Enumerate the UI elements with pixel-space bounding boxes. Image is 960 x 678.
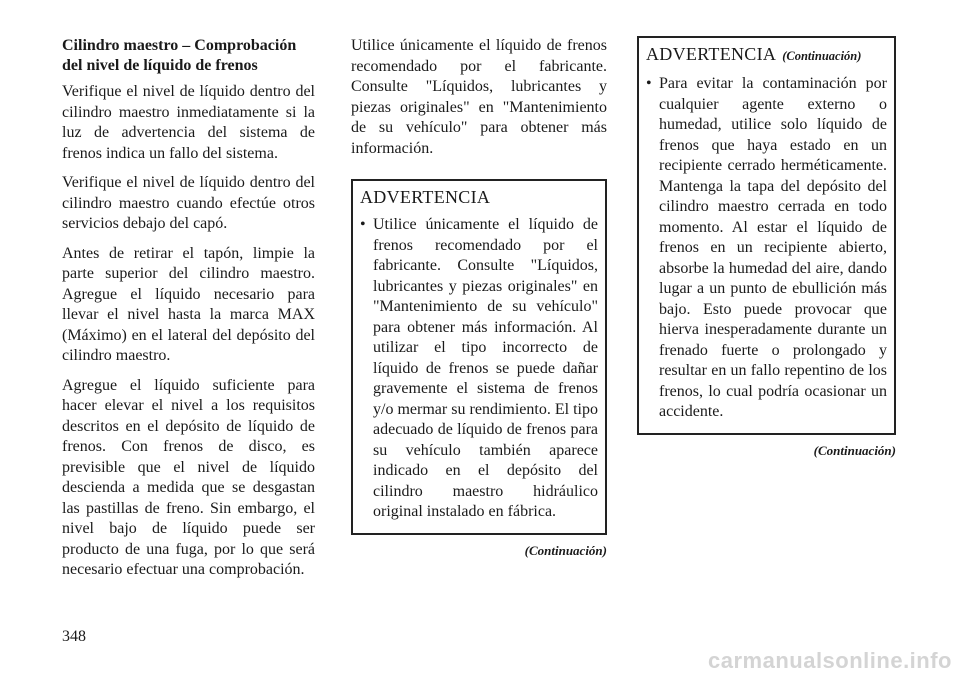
warning-bullet-text: Para evitar la contaminación por cualquier agente externo o humedad, utilice solo líquido de frenos que haya estado en un recipiente cerrado herméticamente. Mantenga la tapa del depósito del cilindro maestro cerrada en todo momento. Al estar el líquido de frenos en un recipiente abierto, absorbe la humedad del aire, dando lugar a un punto de ebullición más bajo. Esto puede provocar que hierva inesperadamente durante un frenado fuerte o prolongado y resultar en un fallo repentino de los frenos, lo cual podría ocasionar un accidente. (659, 75, 887, 420)
warning-bullet-item (360, 215, 598, 523)
warning-bullet-item (646, 74, 887, 423)
warning-box (351, 179, 607, 535)
continued-label: (Continuación) (524, 542, 607, 558)
bullet-icon: • (360, 216, 366, 233)
continued-label: (Continuación) (813, 442, 896, 458)
paragraph-recommended-fluid: Utilice únicamente el líquido de frenos recomendado por el fabricante. Consulte "Líquidos, lubricantes y piezas originales" en "Mantenimiento de su vehículo" para obtener más información. (351, 37, 607, 157)
warning-title-text: ADVERTENCIA (646, 44, 777, 64)
warning-title: ADVERTENCIA (360, 187, 491, 207)
warning-box-continued (637, 36, 896, 435)
left-column (62, 36, 315, 590)
paragraph-clean-cap: Antes de retirar el tapón, limpie la parte superior del cilindro maestro. Agregue el líquido necesario para llevar el nivel hasta la marca MAX (Máximo) en el lateral del depósito del cilindro maestro. (62, 244, 315, 364)
paragraph-check-under-hood: Verifique el nivel de líquido dentro del cilindro maestro cuando efectúe otros servicios debajo del capó. (62, 174, 315, 232)
section-heading-line-1: Cilindro maestro – Comprobación (62, 37, 297, 54)
warning-bullet-text: Utilice únicamente el líquido de frenos recomendado por el fabricante. Consulte "Líquidos, lubricantes y piezas originales" en "Mantenimiento de su vehículo" para obtener más información. Al utilizar el tipo incorrecto de líquido de frenos se puede dañar gravemente el sistema de frenos y/o mermar su rendimiento. El tipo adecuado de líquido de frenos para su vehículo también aparece indicado en el depósito del cilindro maestro hidráulico original instalado en fábrica. (373, 216, 598, 520)
bullet-icon: • (646, 75, 652, 92)
right-column (637, 36, 896, 459)
section-heading (62, 36, 315, 76)
middle-column (351, 36, 607, 559)
page-number: 348 (62, 628, 86, 645)
warning-title-continued (646, 42, 887, 68)
warning-title-continuation: (Continuación) (782, 49, 862, 63)
section-heading-line-2: del nivel de líquido de frenos (62, 57, 258, 74)
paragraph-add-fluid: Agregue el líquido suficiente para hacer elevar el nivel a los requisitos descritos en el depósito de líquido de frenos. Con frenos de disco, es previsible que el nivel de líquido descienda a medida que se desgastan las pastillas de freno. Sin embargo, el nivel bajo de líquido puede ser producto de una fuga, por lo que será necesario efectuar una comprobación. (62, 376, 315, 578)
watermark: carmanualsonline.info (708, 648, 952, 673)
paragraph-check-warning-light: Verifique el nivel de líquido dentro del cilindro maestro inmediatamente si la luz de advertencia del sistema de frenos indica un fallo del sistema. (62, 83, 315, 162)
